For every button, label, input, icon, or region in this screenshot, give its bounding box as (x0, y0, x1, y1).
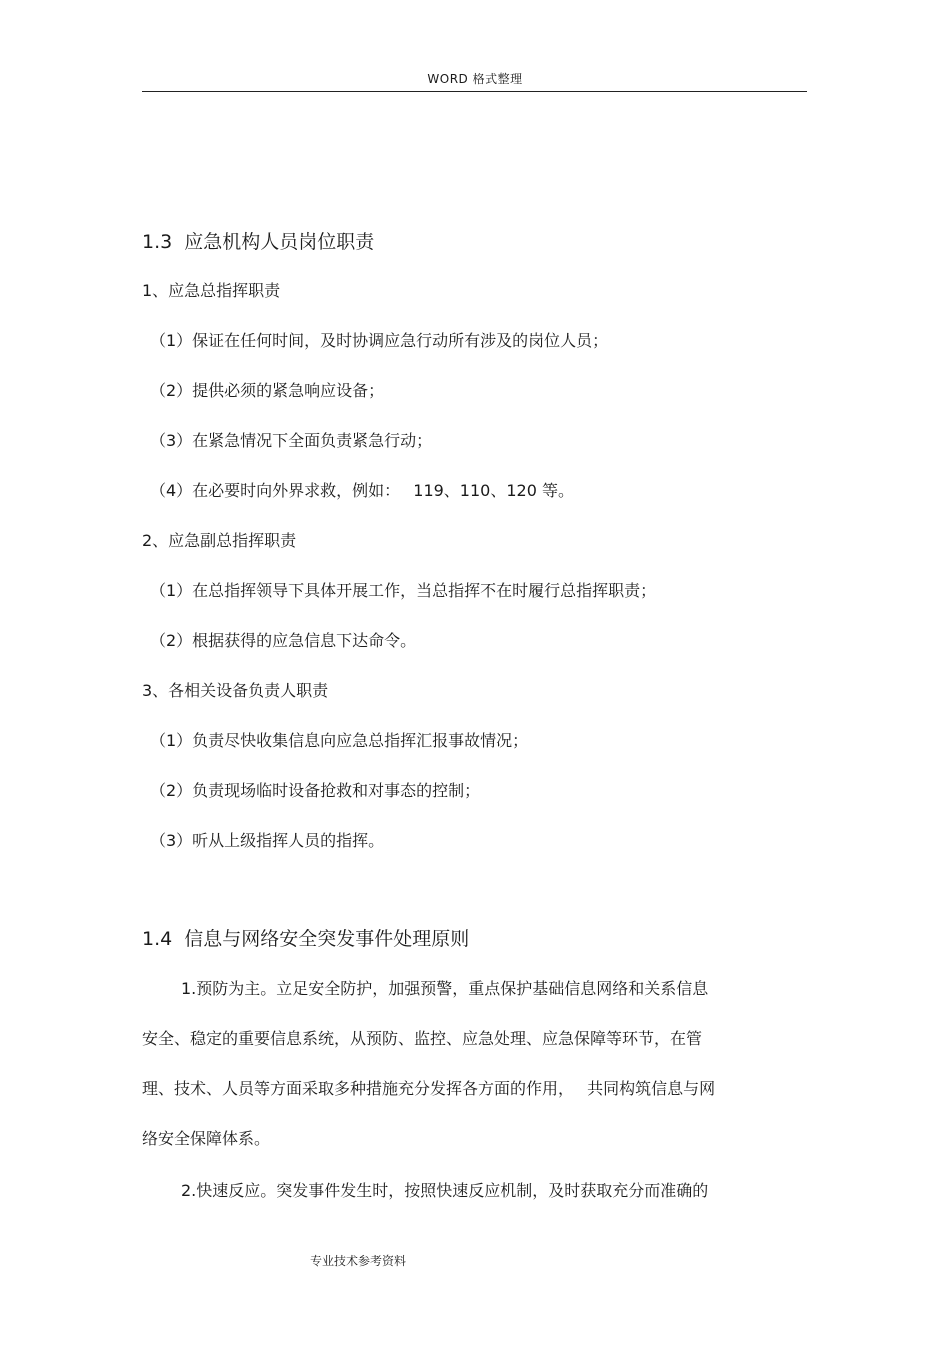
list-item: （2）根据获得的应急信息下达命令。 (150, 631, 417, 650)
paragraph-line: 2.快速反应。突发事件发生时，按照快速反应机制，及时获取充分而准确的 (181, 1181, 709, 1200)
list-item: （1）负责尽快收集信息向应急总指挥汇报事故情况； (150, 731, 529, 750)
paragraph-line: 1.预防为主。立足安全防护，加强预警，重点保护基础信息网络和关系信息 (181, 979, 709, 998)
paragraph-line: 安全、稳定的重要信息系统，从预防、监控、应急处理、应急保障等环节，在管 (142, 1029, 703, 1048)
list-item: （4）在必要时向外界求救，例如： 119、110、120 等。 (150, 481, 574, 500)
paragraph-line: 络安全保障体系。 (142, 1129, 271, 1148)
list-item: （3）在紧急情况下全面负责紧急行动； (150, 431, 433, 450)
header-text: WORD 格式整理 (427, 72, 523, 86)
section-number: 1.4 (142, 928, 173, 950)
section-number: 1.3 (142, 231, 173, 253)
list-item: （1）保证在任何时间，及时协调应急行动所有涉及的岗位人员； (150, 331, 609, 350)
section-title-1-4 (142, 926, 469, 952)
list-item: （1）在总指挥领导下具体开展工作，当总指挥不在时履行总指挥职责； (150, 581, 657, 600)
section-title-1-3 (142, 229, 374, 255)
section-title-text: 应急机构人员岗位职责 (184, 231, 375, 253)
page-footer: 专业技术参考资料 (310, 1254, 407, 1268)
list-item: （3）听从上级指挥人员的指挥。 (150, 831, 385, 850)
sub-heading-1: 1、应急总指挥职责 (142, 281, 281, 300)
paragraph-line: 理、技术、人员等方面采取多种措施充分发挥各方面的作用， 共同构筑信息与网 (142, 1079, 716, 1098)
list-item: （2）负责现场临时设备抢救和对事态的控制； (150, 781, 481, 800)
header-divider (142, 91, 807, 92)
section-title-text: 信息与网络安全突发事件处理原则 (184, 928, 470, 950)
list-item: （2）提供必须的紧急响应设备； (150, 381, 385, 400)
sub-heading-3: 3、各相关设备负责人职责 (142, 681, 329, 700)
sub-heading-2: 2、应急副总指挥职责 (142, 531, 297, 550)
